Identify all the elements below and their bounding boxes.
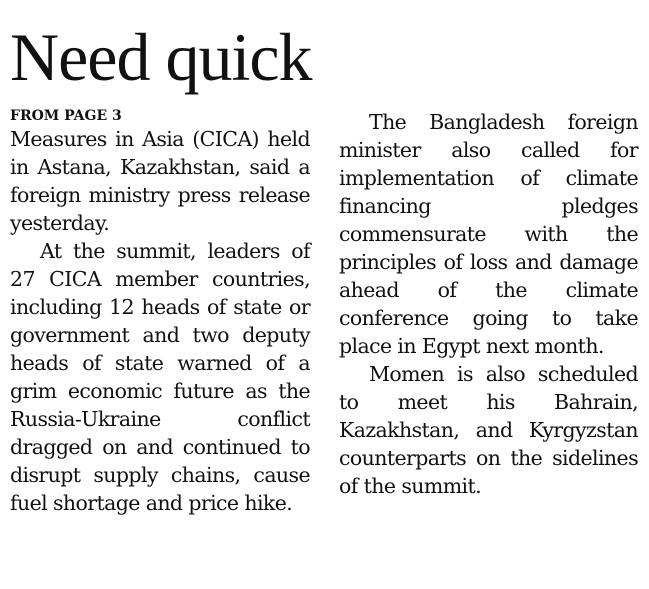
paragraph: At the summit, leaders of 27 CICA member countries, including 12 heads of state or government and two deputy heads of state warned of a grim economic future as the Russia-Ukraine conflict dragged on and continued to disrupt supply chains, cause fuel shortage and price hike. [10, 239, 310, 515]
paragraph: The Bangladesh foreign minister also called for implementation of climate financing pledges commensurate with the principles of loss and damage ahead of the climate conference going to take place in Egypt next month. [339, 110, 638, 358]
article-column-left [10, 106, 310, 517]
jump-line: FROM PAGE 3 [10, 108, 122, 124]
article-column-right [339, 108, 638, 500]
headline: Need quick [10, 19, 312, 95]
paragraph: Measures in Asia (CICA) held in Astana, Kazakhstan, said a foreign ministry press release yesterday. [10, 127, 310, 235]
paragraph: Momen is also scheduled to meet his Bahrain, Kazakhstan, and Kyrgyzstan counterparts on the sidelines of the summit. [339, 362, 638, 498]
